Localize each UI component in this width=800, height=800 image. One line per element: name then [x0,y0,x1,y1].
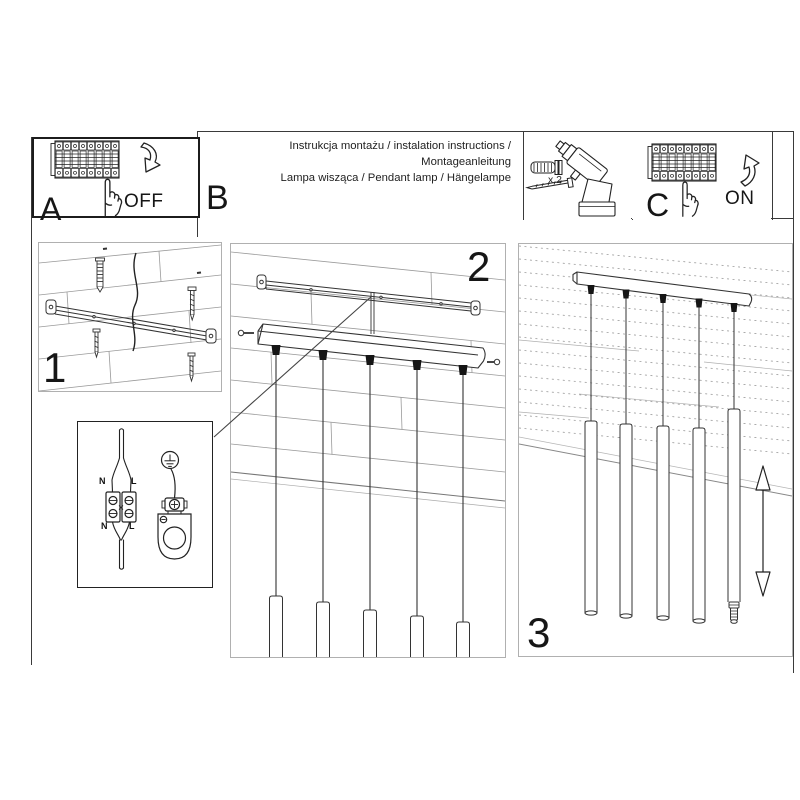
ground-clamp [162,498,187,511]
title-line-2: Lampa wisząca / Pendant lamp / Hängelampe [280,172,511,184]
arrow-down-icon [141,143,160,172]
step2-illustration [231,244,505,657]
wall-anchor-icon [96,258,105,292]
ceiling-edge [231,472,505,501]
strain-relief-fitting [158,511,191,559]
breaker-panel-icon [648,144,716,181]
terminal-block [106,492,136,522]
header-title [198,138,511,186]
step3-illustration [519,244,792,656]
pendant-tubes [585,409,740,623]
step2-number: 2 [467,243,491,290]
neutral-label-top: N [99,476,106,486]
live-label-top: L [131,476,137,486]
ceiling-edge-2 [519,437,792,489]
breaker-panel-icon [51,141,119,178]
ground-symbol-icon [162,452,179,469]
panel-a-box [32,137,200,227]
panel-a-label: A [40,191,62,227]
live-label-bottom: L [129,521,135,531]
wiring-illustration [78,422,210,585]
arrow-up-icon [741,155,759,186]
power-cable [133,253,138,351]
mounting-rail [257,275,480,315]
pendant-cables [591,294,734,428]
tools-illustration [524,132,631,219]
power-off-label: OFF [124,191,164,212]
ceiling-edge-2 [231,479,505,508]
ceiling-dashed-lines [519,246,792,454]
panel-b-label: B [206,179,229,217]
ceiling-joints [519,286,792,418]
neutral-label-bottom: N [101,521,108,531]
screw-count-label: x 2 [548,173,563,186]
title-line-1: Instrukcja montażu / instalation instructions / Montageanleitung [289,140,511,168]
pendant-cables [276,355,463,624]
tools-box [524,132,631,219]
panel-c-box [632,132,771,223]
panel-c-label: C [646,186,670,223]
step3-box [518,243,793,657]
hand-icon [105,179,121,215]
screw-icon [188,353,195,381]
wall-plug-icon [531,160,562,174]
page-right-border [793,131,794,673]
step1-number: 1 [43,344,67,391]
power-on-label: ON [725,187,755,209]
height-adjust-arrow-icon [756,466,770,596]
c-right-divider [772,131,773,220]
ground-wire [171,469,175,498]
ceiling-edge [519,444,792,496]
step2-box [230,243,506,658]
wiring-inset-box [77,421,213,588]
step3-number: 3 [527,609,551,656]
step1-box [38,242,222,392]
bulb-socket [729,602,739,623]
hand-icon [683,182,698,216]
